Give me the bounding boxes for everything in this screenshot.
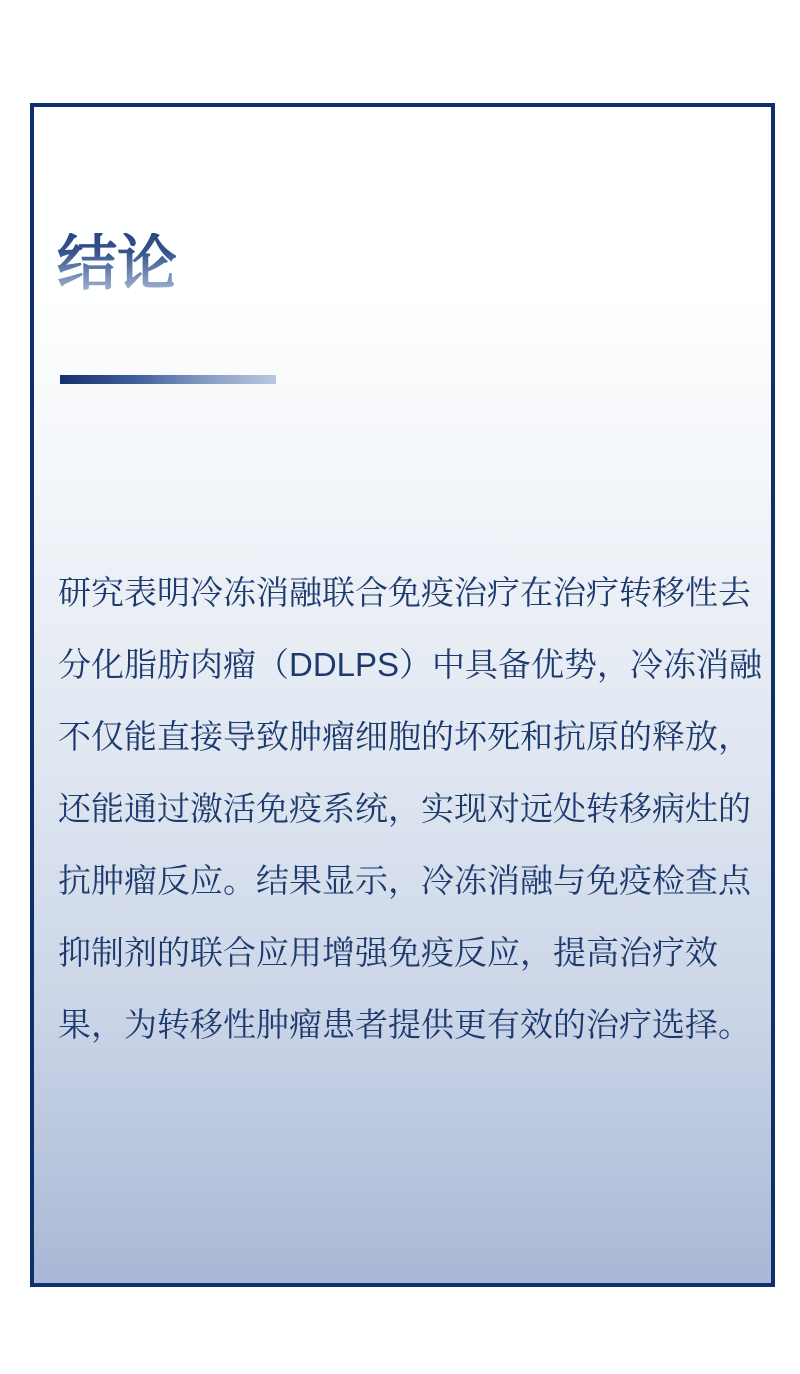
page-title: 结论 — [57, 230, 177, 297]
paragraph-line: 分化脂肪肉瘤（DDLPS）中具备优势，冷冻消融 — [58, 646, 763, 683]
conclusion-paragraph — [58, 557, 763, 1061]
paragraph-line: 抑制剂的联合应用增强免疫反应，提高治疗效 — [58, 934, 718, 971]
paragraph-line: 研究表明冷冻消融联合免疫治疗在治疗转移性去 — [58, 574, 751, 611]
paragraph-line: 抗肿瘤反应。结果显示，冷冻消融与免疫检查点 — [58, 862, 751, 899]
conclusion-card — [30, 103, 775, 1287]
title-divider — [60, 375, 276, 384]
paragraph-line: 不仅能直接导致肿瘤细胞的坏死和抗原的释放， — [58, 718, 751, 755]
paragraph-line: 果，为转移性肿瘤患者提供更有效的治疗选择。 — [58, 1006, 751, 1043]
paragraph-line: 还能通过激活免疫系统，实现对远处转移病灶的 — [58, 790, 751, 827]
